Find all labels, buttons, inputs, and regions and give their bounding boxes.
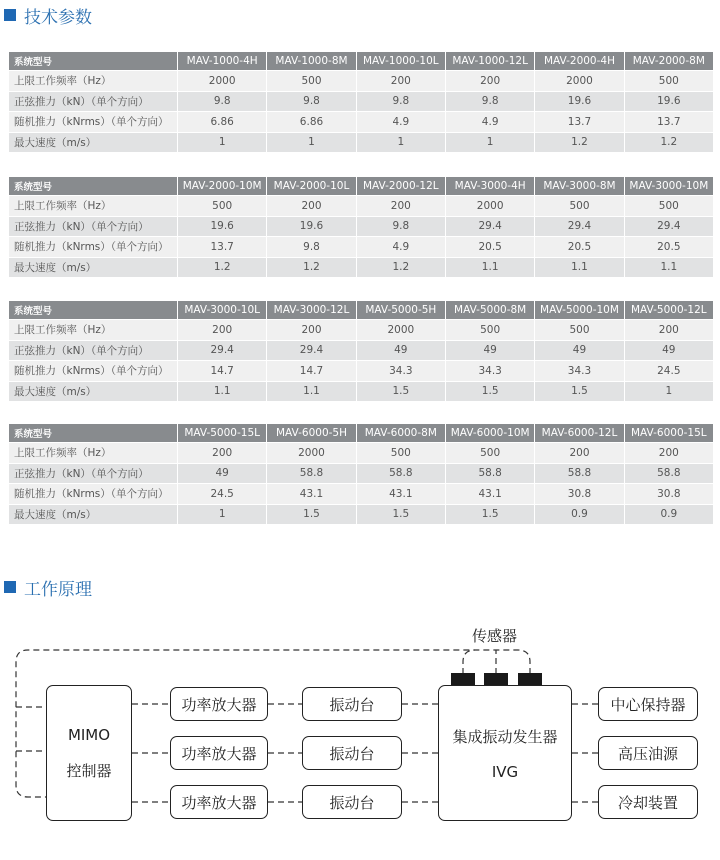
table-cell: 30.8 <box>535 483 623 504</box>
table-cell: 1.1 <box>267 381 355 402</box>
table-row <box>9 195 713 216</box>
table-cell: 2000 <box>446 195 534 216</box>
generator-line2: IVG <box>491 762 519 781</box>
table-cell: 30.8 <box>625 483 713 504</box>
table-row <box>9 70 713 91</box>
table-cell: 500 <box>535 319 623 340</box>
table-cell: 49 <box>357 340 445 361</box>
table-cell: 1.5 <box>446 381 534 402</box>
table-cell: 34.3 <box>446 360 534 381</box>
column-header: MAV-3000-4H <box>446 177 534 195</box>
table-cell: 6.86 <box>267 111 355 132</box>
table-cell: 500 <box>446 319 534 340</box>
row-label: 上限工作频率（Hz） <box>9 195 177 216</box>
column-header: MAV-5000-8M <box>446 301 534 319</box>
controller-line2: 控制器 <box>66 761 112 780</box>
table-cell: 9.8 <box>357 216 445 237</box>
table-cell: 9.8 <box>357 91 445 112</box>
table-cell: 13.7 <box>625 111 713 132</box>
table-cell: 1.5 <box>357 504 445 525</box>
table-cell: 49 <box>625 340 713 361</box>
column-header: MAV-1000-4H <box>178 52 266 70</box>
table-row <box>9 216 713 237</box>
table-cell: 1 <box>267 132 355 153</box>
column-header: MAV-5000-15L <box>178 424 266 442</box>
table-row <box>9 91 713 112</box>
table-cell: 4.9 <box>357 111 445 132</box>
title-square-icon <box>4 9 16 21</box>
column-header: MAV-2000-12L <box>357 177 445 195</box>
table-cell: 58.8 <box>446 463 534 484</box>
row-label: 最大速度（m/s） <box>9 381 177 402</box>
row-label: 正弦推力（kN）（单个方向） <box>9 340 177 361</box>
column-header-model: 系统型号 <box>9 52 177 70</box>
table-cell: 20.5 <box>446 236 534 257</box>
table-cell: 13.7 <box>178 236 266 257</box>
table-cell: 1.5 <box>535 381 623 402</box>
table-cell: 20.5 <box>625 236 713 257</box>
table-cell: 1.5 <box>446 504 534 525</box>
table-header-row <box>9 424 713 442</box>
column-header: MAV-2000-8M <box>625 52 713 70</box>
table-cell: 500 <box>535 195 623 216</box>
row-label: 随机推力（kNrms）（单个方向） <box>9 360 177 381</box>
section-title-params <box>4 2 92 28</box>
table-header-row <box>9 177 713 195</box>
sensor-link-line <box>463 650 475 674</box>
generator-line1: 集成振动发生器 <box>452 727 558 746</box>
row-label: 随机推力（kNrms）（单个方向） <box>9 483 177 504</box>
column-header: MAV-6000-8M <box>357 424 445 442</box>
table-cell: 2000 <box>535 70 623 91</box>
table-cell: 1.2 <box>267 257 355 278</box>
column-header: MAV-6000-10M <box>446 424 534 442</box>
table-row <box>9 483 713 504</box>
title-square-icon <box>4 581 16 593</box>
shaker-box: 振动台 <box>302 736 402 770</box>
table-cell: 1.2 <box>625 132 713 153</box>
table-cell: 1.1 <box>178 381 266 402</box>
table-cell: 200 <box>535 442 623 463</box>
table-cell: 2000 <box>267 442 355 463</box>
power-amplifier-box: 功率放大器 <box>170 687 268 721</box>
column-header: MAV-6000-5H <box>267 424 355 442</box>
table-cell: 29.4 <box>267 340 355 361</box>
row-label: 最大速度（m/s） <box>9 132 177 153</box>
table-row <box>9 381 713 402</box>
table-cell: 19.6 <box>267 216 355 237</box>
table-cell: 58.8 <box>535 463 623 484</box>
table-cell: 1.2 <box>535 132 623 153</box>
row-label: 上限工作频率（Hz） <box>9 319 177 340</box>
column-header: MAV-2000-10M <box>178 177 266 195</box>
column-header: MAV-3000-10M <box>625 177 713 195</box>
table-cell: 9.8 <box>446 91 534 112</box>
column-header-model: 系统型号 <box>9 177 177 195</box>
table-row <box>9 442 713 463</box>
table-cell: 500 <box>625 195 713 216</box>
column-header: MAV-1000-8M <box>267 52 355 70</box>
table-cell: 500 <box>625 70 713 91</box>
table-cell: 0.9 <box>625 504 713 525</box>
table-cell: 29.4 <box>535 216 623 237</box>
column-header: MAV-5000-12L <box>625 301 713 319</box>
table-cell: 29.4 <box>625 216 713 237</box>
table-cell: 24.5 <box>178 483 266 504</box>
column-header: MAV-3000-8M <box>535 177 623 195</box>
table-cell: 1 <box>625 381 713 402</box>
table-cell: 200 <box>357 70 445 91</box>
spec-table <box>8 52 714 152</box>
column-header: MAV-5000-5H <box>357 301 445 319</box>
row-label: 随机推力（kNrms）（单个方向） <box>9 236 177 257</box>
table-cell: 20.5 <box>535 236 623 257</box>
power-amplifier-box: 功率放大器 <box>170 785 268 819</box>
table-cell: 1 <box>178 132 266 153</box>
sensor-pad <box>451 673 475 685</box>
table-cell: 49 <box>178 463 266 484</box>
table-row <box>9 319 713 340</box>
table-cell: 49 <box>535 340 623 361</box>
table-cell: 1 <box>446 132 534 153</box>
table-cell: 24.5 <box>625 360 713 381</box>
controller-line1: MIMO <box>67 725 111 744</box>
sensor-pad <box>518 673 542 685</box>
table-cell: 14.7 <box>178 360 266 381</box>
table-cell: 43.1 <box>357 483 445 504</box>
column-header: MAV-6000-12L <box>535 424 623 442</box>
table-cell: 500 <box>357 442 445 463</box>
column-header: MAV-6000-15L <box>625 424 713 442</box>
column-header-model: 系统型号 <box>9 301 177 319</box>
table-row <box>9 504 713 525</box>
column-header-model: 系统型号 <box>9 424 177 442</box>
sensor-pad <box>484 673 508 685</box>
table-cell: 58.8 <box>625 463 713 484</box>
table-cell: 29.4 <box>446 216 534 237</box>
row-label: 随机推力（kNrms）（单个方向） <box>9 111 177 132</box>
table-cell: 1.5 <box>267 504 355 525</box>
ivg-generator-box <box>438 685 572 821</box>
principle-title-text: 工作原理 <box>24 579 92 600</box>
table-cell: 200 <box>267 319 355 340</box>
table-cell: 9.8 <box>178 91 266 112</box>
table-cell: 14.7 <box>267 360 355 381</box>
table-cell: 1.1 <box>625 257 713 278</box>
table-row <box>9 111 713 132</box>
row-label: 正弦推力（kN）（单个方向） <box>9 463 177 484</box>
column-header: MAV-3000-12L <box>267 301 355 319</box>
table-cell: 500 <box>267 70 355 91</box>
column-header: MAV-1000-12L <box>446 52 534 70</box>
row-label: 正弦推力（kN）（单个方向） <box>9 216 177 237</box>
row-label: 最大速度（m/s） <box>9 504 177 525</box>
params-title-text: 技术参数 <box>24 7 92 28</box>
table-cell: 500 <box>446 442 534 463</box>
column-header: MAV-5000-10M <box>535 301 623 319</box>
table-cell: 200 <box>178 319 266 340</box>
section-title-principle <box>4 574 92 600</box>
spec-table <box>8 177 714 277</box>
shaker-box: 振动台 <box>302 687 402 721</box>
table-cell: 58.8 <box>267 463 355 484</box>
table-cell: 200 <box>178 442 266 463</box>
table-cell: 200 <box>357 195 445 216</box>
table-cell: 19.6 <box>178 216 266 237</box>
table-cell: 4.9 <box>446 111 534 132</box>
row-label: 上限工作频率（Hz） <box>9 442 177 463</box>
table-cell: 1 <box>357 132 445 153</box>
column-header: MAV-2000-4H <box>535 52 623 70</box>
table-cell: 200 <box>625 319 713 340</box>
row-label: 正弦推力（kN）（单个方向） <box>9 91 177 112</box>
table-row <box>9 463 713 484</box>
table-header-row <box>9 52 713 70</box>
table-cell: 500 <box>178 195 266 216</box>
power-amplifier-box: 功率放大器 <box>170 736 268 770</box>
table-cell: 200 <box>625 442 713 463</box>
table-row <box>9 236 713 257</box>
column-header: MAV-3000-10L <box>178 301 266 319</box>
table-cell: 19.6 <box>625 91 713 112</box>
row-label: 上限工作频率（Hz） <box>9 70 177 91</box>
table-cell: 1 <box>178 504 266 525</box>
spec-table <box>8 424 714 524</box>
spec-table <box>8 301 714 401</box>
shaker-box: 振动台 <box>302 785 402 819</box>
table-cell: 2000 <box>178 70 266 91</box>
row-label: 最大速度（m/s） <box>9 257 177 278</box>
table-cell: 1.5 <box>357 381 445 402</box>
table-cell: 4.9 <box>357 236 445 257</box>
table-cell: 19.6 <box>535 91 623 112</box>
column-header: MAV-2000-10L <box>267 177 355 195</box>
table-cell: 6.86 <box>178 111 266 132</box>
table-row <box>9 360 713 381</box>
table-cell: 13.7 <box>535 111 623 132</box>
table-cell: 2000 <box>357 319 445 340</box>
table-cell: 200 <box>446 70 534 91</box>
table-cell: 9.8 <box>267 91 355 112</box>
mimo-controller-box <box>46 685 132 821</box>
hydraulic-source-box: 高压油源 <box>598 736 698 770</box>
center-holder-box: 中心保持器 <box>598 687 698 721</box>
table-cell: 1.2 <box>357 257 445 278</box>
table-cell: 43.1 <box>446 483 534 504</box>
table-cell: 9.8 <box>267 236 355 257</box>
table-cell: 0.9 <box>535 504 623 525</box>
table-cell: 1.1 <box>535 257 623 278</box>
table-cell: 1.1 <box>446 257 534 278</box>
table-row <box>9 132 713 153</box>
table-header-row <box>9 301 713 319</box>
table-cell: 200 <box>267 195 355 216</box>
column-header: MAV-1000-10L <box>357 52 445 70</box>
table-cell: 29.4 <box>178 340 266 361</box>
table-cell: 49 <box>446 340 534 361</box>
table-row <box>9 340 713 361</box>
cooling-unit-box: 冷却装置 <box>598 785 698 819</box>
table-cell: 34.3 <box>535 360 623 381</box>
table-cell: 34.3 <box>357 360 445 381</box>
sensor-label: 传感器 <box>472 627 518 645</box>
table-cell: 43.1 <box>267 483 355 504</box>
table-row <box>9 257 713 278</box>
table-cell: 1.2 <box>178 257 266 278</box>
working-principle-diagram <box>0 615 720 860</box>
table-cell: 58.8 <box>357 463 445 484</box>
